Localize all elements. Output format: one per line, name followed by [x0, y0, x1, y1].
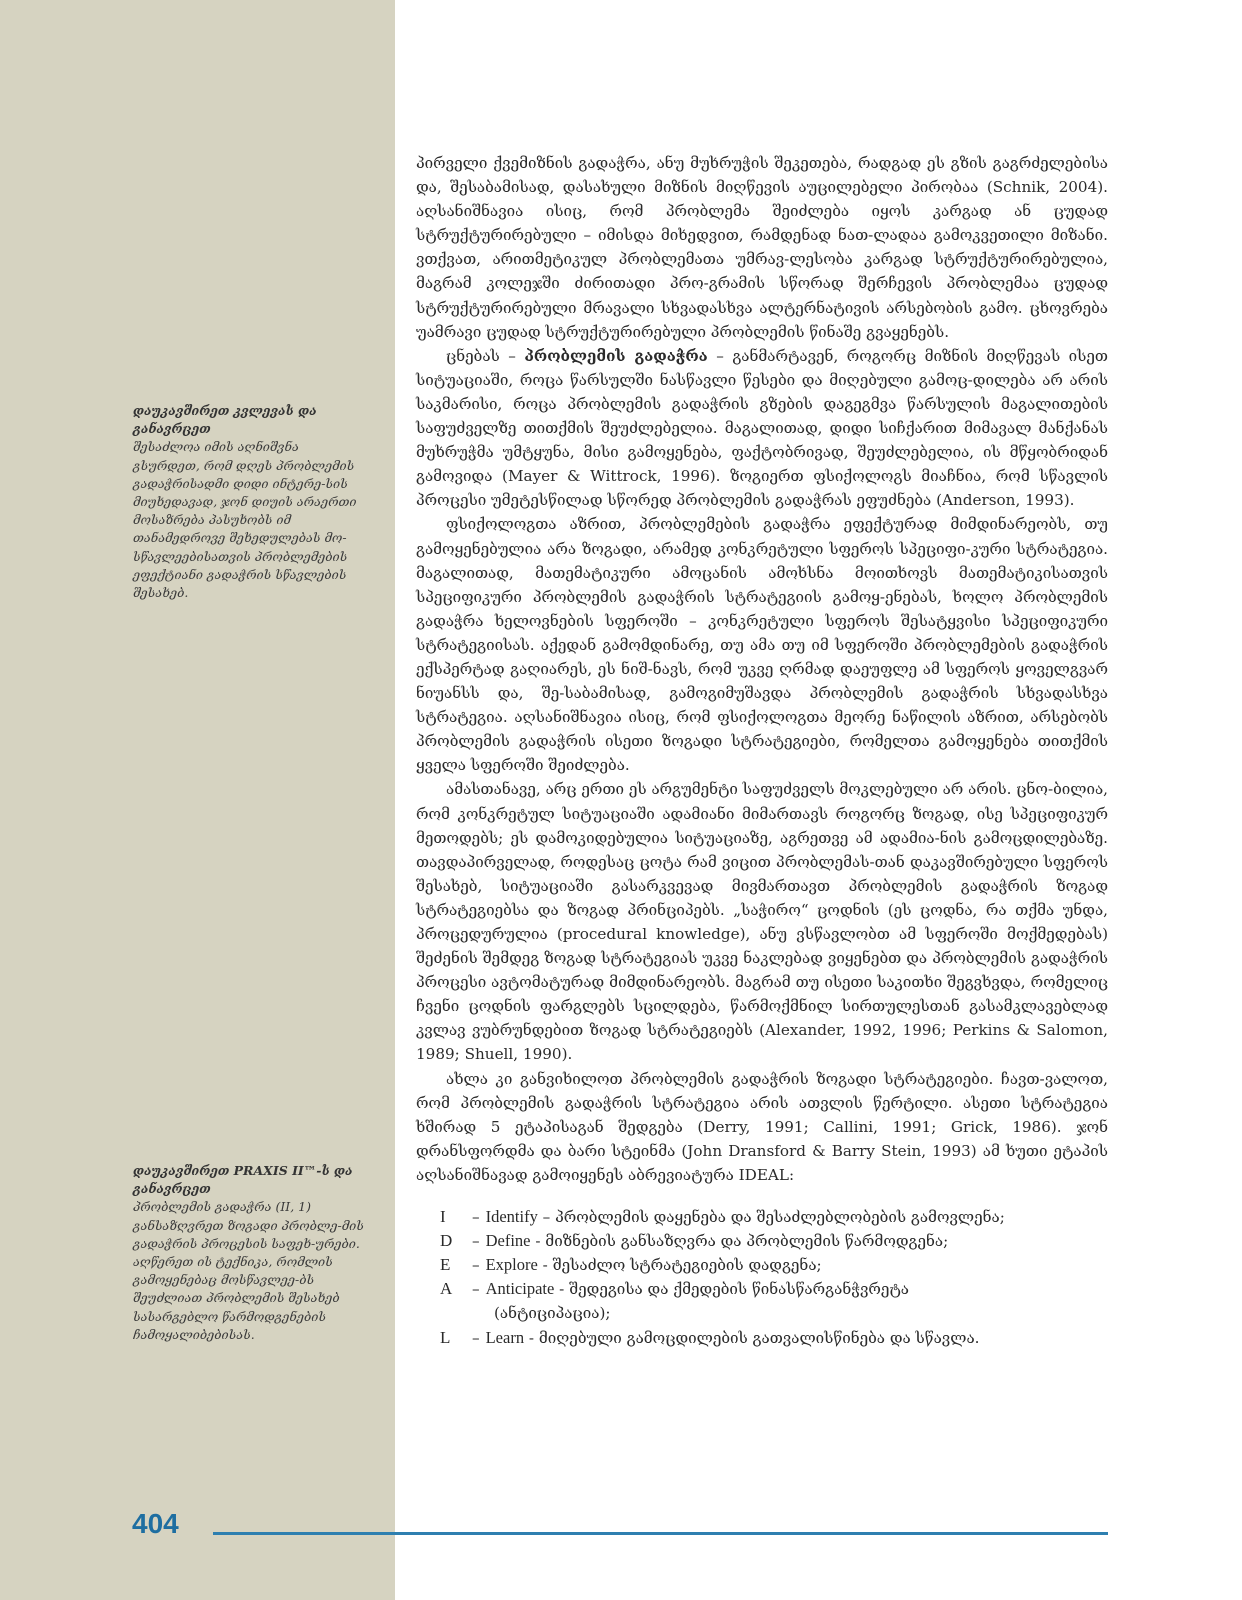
ideal-list: [416, 1205, 1108, 1350]
list-desc: მიღებული გამოცდილების გათვალისწინება და სწავლა.: [538, 1328, 980, 1347]
list-item-body: – Explore - შესაძლო სტრატეგიების დადგენა;: [472, 1255, 822, 1275]
paragraph: ამასთანავე, არც ერთი ეს არგუმენტი საფუძველს მოკლებული არ არის. ცნო-ბილია, რომ კონკრეტულ სიტუაციაში ადამიანი მიმართავს როგორც ზოგად, ისე სპეციფიკურ მეთოდებს; ეს დამოკიდებულია სიტუაციაზე, აგრეთვე ამ ადამია-ნის გამოცდილებაზე. თავდაპირველად, როდესაც ცოტა რამ ვიცით პრობლემას-თან დაკავშირებული სფეროს შესახებ, სიტუაციაში გასარკვევად მივმართავთ პრობლემის გადაჭრის ზოგად სტრატეგიებსა და ზოგად პრინციპებს. „საჭირო“ ცოდნის (ეს ცოდნა, რა თქმა უნდა, პროცედურულია (procedural knowledge), ანუ ვსწავლობთ ამ სფეროში მოქმედებას) შეძენის შემდეგ ზოგად სტრატეგიას უკვე ნაკლებად ვიყენებთ და პრობლემის გადაჭრის პროცესი ავტომატურად მიმდინარეობს. მაგრამ თუ ისეთი საკითხი შეგვხვდა, რომელიც ჩვენი ცოდნის ფარგლებს სცილდება, წარმოქმნილ სირთულესთან გასამკლავებლად კვლავ ვუბრუნდებით ზოგად სტრატეგიებს (Alexander, 1992, 1996; Perkins & Salomon, 1989; Shuell, 1990).: [416, 780, 1108, 1064]
paragraph: [416, 344, 1108, 513]
list-letter: I: [440, 1207, 446, 1227]
paragraph: ფსიქოლოგთა აზრით, პრობლემების გადაჭრა ეფექტურად მიმდინარეობს, თუ გამოყენებულია არა ზოგადი, არამედ კონკრეტული სფეროს სპეციფი-კური სტრატეგია. მაგალითად, მათემატიკური ამოცანის ამოხსნა მოითხოვს მათემატიკისათვის სპეციფიკური პრობლემის გადაჭრის სტრატეგიის გამოყ-ენებას, ხოლო პრობლემის გადაჭრა ხელოვნების სფეროში – კონკრეტული სფეროს შესატყვისი სპეციფიკური სტრატეგიისას. აქედან გამომდინარე, თუ ამა თუ იმ სფეროში პრობლემების გადაჭრის ექსპერტად გაღიარეს, ეს ნიშ-ნავს, რომ უკვე ღრმად დაეუფლე ამ სფეროს ყოველგვარ ნიუანსს და, შე-საბამისად, გამოგიმუშავდა პრობლემის გადაჭრის სხვადასხვა სტრატეგია. აღსანიშნავია ისიც, რომ ფსიქოლოგთა მეორე ნაწილის აზრით, არსებობს პრობლემის გადაჭრის ისეთი ზოგადი სტრატეგიები, რომელთა გამოყენება თითქმის ყველა სფეროში შეიძლება.: [416, 515, 1108, 775]
list-term: Identify: [485, 1207, 538, 1227]
list-letter: E: [440, 1255, 451, 1275]
main-text: [416, 151, 1108, 1350]
list-term: Explore: [485, 1255, 538, 1275]
list-item: [416, 1205, 1108, 1229]
margin-note-praxis: [133, 1162, 368, 1344]
margin-note-heading: დაუკავშირეთ PRAXIS II™-ს და განავრცეთ: [133, 1163, 353, 1197]
list-item-body: – Learn - მიღებული გამოცდილების გათვალისწინება და სწავლა.: [472, 1327, 980, 1347]
margin-note-body: პრობლემის გადაჭრა (II, 1) განსაზღვრეთ ზოგადი პრობლე-მის გადაჭრის პროცესის საფეხ-ურები. აღწერეთ ის ტექნიკა, რომლის გამოყენებაც მოსწავლეე-ბს შეუძლიათ პრობლემის შესახებ სასარგებლო წარმოდგენების ჩამოყალიბებისას.: [133, 1199, 364, 1342]
sidebar-margin: [0, 0, 395, 1600]
list-item: [416, 1253, 1108, 1277]
list-term: Define: [485, 1231, 531, 1251]
list-item: [416, 1229, 1108, 1253]
list-desc: შედეგისა და ქმედების წინასწარგანჭვრეტა: [569, 1280, 910, 1299]
list-letter: A: [440, 1279, 453, 1299]
paragraph-text: – განმარტავენ, როგორც მიზნის მიღწევას ისეთ სიტუაციაში, როცა წარსულში ნასწავლი წესები და მიღებული გამოც-დილება არ არის საკმარისი, როცა პრობლემის გადაჭრის გზების დაგეგმვა წარსულის მაგალითების საფუძველზე თითქმის შეუძლებელია. მაგალითად, დიდი სიჩქარით მიმავალ მანქანას მუხრუჭმა უმტყუნა, მისი გამოყენება, ფაქტობრივად, შეუძლებელია, ის მწყობრიდან გამოვიდა (Mayer & Wittrock, 1996). ზოგიერთ ფსიქოლოგს მიაჩნია, რომ სწავლის პროცესი უმეტესწილად სწორედ პრობლემის გადაჭრას ეფუძნება (Anderson, 1993).: [416, 346, 1108, 510]
list-item: [416, 1277, 1108, 1325]
footer-rule: [213, 1532, 1108, 1535]
paragraph: ახლა კი განვიხილოთ პრობლემის გადაჭრის ზოგადი სტრატეგიები. ჩავთ-ვალოთ, რომ პრობლემის გადაჭრის სტრატეგია არის ათვლის წერტილი. ასეთი სტრატეგია ხშირად 5 ეტაპისაგან შედგება (Derry, 1991; Callini, 1991; Grick, 1986). ჯონ დრანსფორდმა და ბარი სტეინმა (John Dransford & Barry Stein, 1993) ამ ხუთი ეტაპის აღსანიშნავად გამოიყენეს აბრევიატურა IDEAL:: [416, 1069, 1108, 1184]
list-letter: L: [440, 1327, 451, 1347]
margin-note-heading: დაუკავშირეთ კვლევას და განავრცეთ: [133, 403, 317, 437]
list-desc: მიზნების განსაზღვრა და პრობლემის წარმოდგენა;: [545, 1232, 949, 1251]
list-term: Anticipate: [485, 1279, 555, 1299]
list-desc-continued: (ანტიციპაცია);: [494, 1304, 611, 1323]
list-item-body: – Identify – პრობლემის დაყენება და შესაძლებლობების გამოვლენა;: [472, 1207, 1005, 1227]
list-desc: შესაძლო სტრატეგიების დადგენა;: [552, 1256, 822, 1275]
key-term: პრობლემის გადაჭრა: [524, 346, 708, 365]
list-item: [416, 1326, 1108, 1350]
margin-note-research: [133, 402, 368, 602]
margin-note-body: შესაძლოა იმის აღნიშვნა გსურდეთ, რომ დღეს პრობლემის გადაჭრისადმი დიდი ინტერე-სის მიუხედავად, ჯონ დიუის არაერთი მოსაზრება პასუხობს იმ თანამედროვე შეხედულებას მო-სწავლეებისათვის პრობლემების ეფექტიანი გადაჭრის სწავლების შესახებ.: [133, 439, 357, 601]
paragraph-text: ცნებას –: [446, 346, 525, 365]
list-item-body: – Define - მიზნების განსაზღვრა და პრობლემის წარმოდგენა;: [472, 1231, 949, 1251]
list-desc: პრობლემის დაყენება და შესაძლებლობების გამოვლენა;: [555, 1208, 1005, 1227]
page-number: 404: [132, 1508, 179, 1539]
list-item-body: – Anticipate - შედეგისა და ქმედების წინასწარგანჭვრეტა (ანტიციპაცია);: [472, 1279, 910, 1323]
list-letter: D: [440, 1231, 453, 1251]
list-term: Learn: [485, 1327, 525, 1347]
paragraph: პირველი ქვემიზნის გადაჭრა, ანუ მუხრუჭის შეკეთება, რადგად ეს გზის გაგრძელებისა და, შესაბამისად, დასახული მიზნის მიღწევის აუცილებელი პირობაა (Schnik, 2004). აღსანიშნავია ისიც, რომ პრობლემა შეიძლება იყოს კარგად ან ცუდად სტრუქტურირებული – იმისდა მიხედვით, რამდენად ნათ-ლადაა გამოკვეთილი მიზანი. ვთქვათ, არითმეტიკულ პრობლემათა უმრავ-ლესობა კარგად სტრუქტურირებულია, მაგრამ კოლეჯში ძირითადი პრო-გრამის სწორად შერჩევის პრობლემაა ცუდად სტრუქტურირებული მრავალი სხვადასხვა ალტერნატივის არსებობის გამო. ცხოვრება უამრავი ცუდად სტრუქტურირებული პრობლემის წინაშე გვაყენებს.: [416, 154, 1108, 341]
